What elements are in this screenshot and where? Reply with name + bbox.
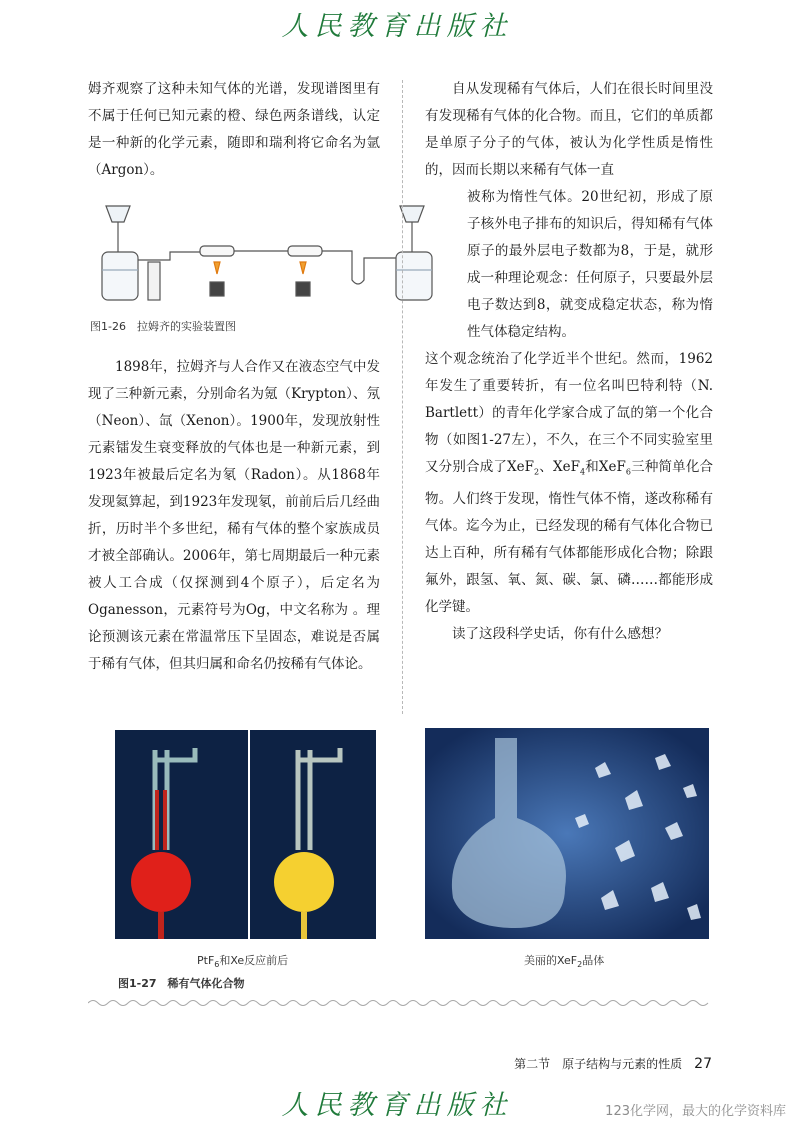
figure-1-27-caption: 图1-27 稀有气体化合物 [118,977,245,990]
column-divider [402,80,403,714]
publisher-logo-bottom: 人民教育出版社 [281,1090,513,1121]
apparatus-figure [100,200,440,308]
left-paragraph-1: 姆齐观察了这种未知气体的光谱，发现谱图里有不属于任何已知元素的橙、绿色两条谱线，认定是一种新的化学元素，随即和瑞利将它命名为氩（Argon）。 [88,81,380,178]
xef2-caption: 美丽的XeF$_2$晶体 [524,954,605,970]
ptf6-after-photo [250,730,376,939]
ptf6-before-photo [115,730,248,939]
xef2-crystal-photo [425,728,709,939]
right-paragraph-top: 自从发现稀有气体后，人们在很长时间里没有发现稀有气体的化合物。而且，它们的单质都是单原子分子的气体，被认为化学性质是惰性的，因而长期以来稀有气体一直 [425,81,713,178]
left-paragraph-2: 1898年，拉姆齐与人合作又在液态空气中发现了三种新元素，分别命名为氪（Krypton）、氖（Neon）、氙（Xenon）。1900年，发现放射性元素镭发生衰变释放的气体也是一种新元素，到1923年被最后定名为氡（Radon）。从1868年发现氦算起，到1923年发现氡，前前后后几经曲折，历时半个多世纪，稀有气体的整个家族成员才被全部确认。2006年，第七周期最后一种元素被人工合成（仅探测到4个原子），后定名为Oganesson，元素符号为Og，中文名称为 。理论预测该元素在常温常压下呈固态，难说是否属于稀有气体，但其归属和命名仍按稀有气体论。 [88,359,380,672]
watermark: 123化学网，最大的化学资料库 [605,1104,786,1119]
page-footer [514,1055,712,1072]
right-paragraph-bottom: 这个观念统治了化学近半个世纪。然而，1962年发生了重要转折，有一位名叫巴特利特（N. Bartlett）的青年化学家合成了氙的第一个化合物（如图1-27左），不久，在三个不同实验室里又分别合成了XeF$_2$、XeF$_4$和XeF$_6$三种简单化合物。人们终于发现，惰性气体不惰，遂改称稀有气体。迄今为止，已经发现的稀有气体化合物已达上百种，所有稀有气体都能形成化合物；除跟氟外，跟氢、氧、氮、碳、氯、磷……都能形成化学键。 读了这段科学史话，你有什么感想？ [425,351,714,642]
ptf6-caption: PtF$_6$和Xe反应前后 [197,954,289,970]
right-paragraph-indented: 被称为惰性气体。20世纪初，形成了原子核外电子排布的知识后，得知稀有气体原子的最外层电子数都为8，于是，就形成一种理论观念：任何原子，只要最外层电子数达到8，就变成稳定状态，称为惰性气体稳定结构。 [467,189,713,340]
page-number: 27 [694,1056,712,1072]
section-title: 第二节 原子结构与元素的性质 [514,1057,683,1071]
figure-1-26-caption: 图1-26 拉姆齐的实验装置图 [90,320,236,333]
publisher-logo-top: 人民教育出版社 [281,11,513,42]
wavy-divider [88,998,714,1008]
